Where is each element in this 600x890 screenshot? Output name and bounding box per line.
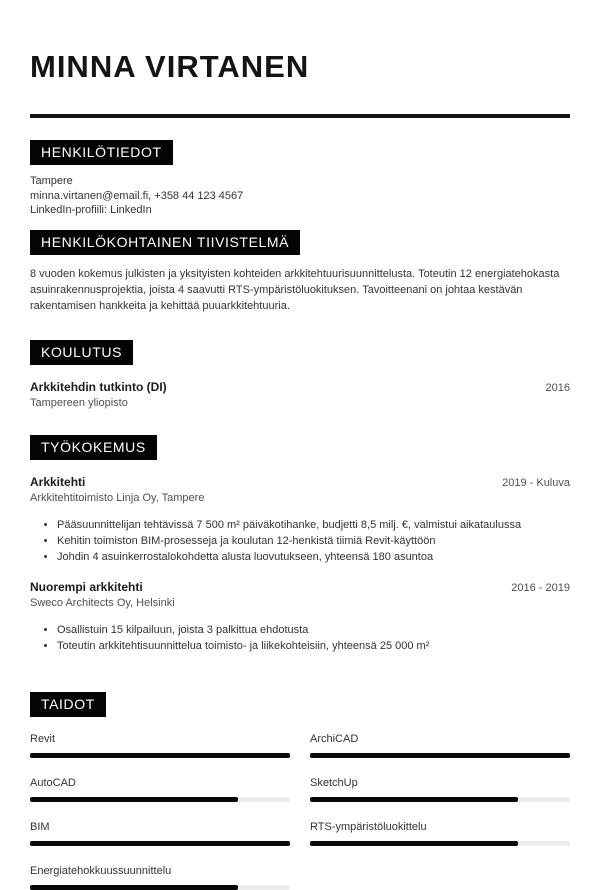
role-title: Arkkitehti [30,474,86,489]
skill-bar-track [30,841,290,846]
section-title-experience: TYÖKOKEMUS [30,435,157,460]
skill-bar-track [30,797,290,802]
experience-date: 2019 - Kuluva [502,476,570,489]
experience-entry-head [30,580,570,594]
skill-bar-fill [30,885,238,890]
person-name: MINNA VIRTANEN [30,49,310,84]
skill-bar-fill [30,753,290,758]
skill-bar-track [310,753,570,758]
contact-line: minna.virtanen@email.fi, +358 44 123 4567 [30,189,244,202]
skill-bar-fill [30,841,290,846]
experience-entries [30,475,570,654]
skill-label: ArchiCAD [310,732,359,745]
bullet-list [30,517,570,565]
section-skills [30,692,570,890]
skills-grid [30,733,570,890]
skill-item [30,777,290,802]
skill-item [310,777,570,802]
section-title-education: KOULUTUS [30,340,133,365]
skill-label: Revit [30,732,56,745]
education-date: 2016 [545,381,570,394]
skill-item [30,821,290,846]
experience-entry [30,580,570,654]
experience-entry-head [30,475,570,489]
summary-text: 8 vuoden kokemus julkisten ja yksityisten kohteiden arkkitehtuurisuunnittelusta. Toteutin 12 energiatehokasta asuinrakennusprojektia, joista 4 saavutti RTS-ympäristöluokituksen. Tavoitteenani on johtaa kestävän rakentamisen hankkeita ja kehittää puuarkkitehtuuria. [30,267,560,312]
org-name: Arkkitehtitoimisto Linja Oy, Tampere [30,491,205,504]
skill-label: AutoCAD [30,776,76,789]
skill-label: Energiatehokkuussuunnittelu [30,864,172,877]
education-entry [30,380,570,409]
skill-bar-track [30,753,290,758]
section-title-summary: HENKILÖKOHTAINEN TIIVISTELMÄ [30,230,300,255]
experience-entry [30,475,570,565]
skill-bar-track [30,885,290,890]
header-rule [30,114,570,118]
skill-label: RTS-ympäristöluokittelu [310,820,427,833]
skill-bar-fill [310,797,518,802]
section-experience [30,435,570,654]
bullet-item: • Pääsuunnittelijan tehtävissä 7 500 m² päiväkotihanke, budjetti 8,5 milj. €, valmistui aikataulussa [57,517,570,533]
skill-bar-track [310,797,570,802]
bullet-item: • Toteutin arkkitehtisuunnittelua toimisto- ja liikekohteisiin, yhteensä 25 000 m² [57,638,570,654]
contact-line: LinkedIn-profiili: LinkedIn [30,204,152,216]
skill-bar-fill [30,797,238,802]
contact-lines [30,174,570,218]
bullet-item: • Johdin 4 asuinkerrostalokohdetta alusta luovutukseen, yhteensä 180 asuntoa [57,549,570,565]
org-name: Sweco Architects Oy, Helsinki [30,596,175,609]
bullet-item: • Osallistuin 15 kilpailuun, joista 3 palkittua ehdotusta [57,622,570,638]
skill-bar-fill [310,753,570,758]
skill-bar-fill [310,841,518,846]
bullet-item: • Kehitin toimiston BIM-prosesseja ja koulutan 12-henkistä tiimiä Revit-käyttöön [57,533,570,549]
education-entry-head [30,380,570,394]
education-entries [30,380,570,409]
skill-bar-track [310,841,570,846]
section-title-skills: TAIDOT [30,692,106,717]
experience-date: 2016 - 2019 [511,581,570,594]
role-title: Nuorempi arkkitehti [30,579,143,594]
section-contact [30,140,570,218]
skill-label: SketchUp [310,776,358,789]
skill-item [310,821,570,846]
skill-item [30,865,290,890]
bullet-list [30,622,570,654]
section-education [30,340,570,409]
skill-label: BIM [30,820,50,833]
degree-title: Arkkitehdin tutkinto (DI) [30,379,167,394]
section-summary [30,230,570,314]
skill-item [30,733,290,758]
school-name: Tampereen yliopisto [30,396,128,409]
skill-item [310,733,570,758]
contact-line: Tampere [30,175,73,187]
section-title-contact: HENKILÖTIEDOT [30,140,173,165]
